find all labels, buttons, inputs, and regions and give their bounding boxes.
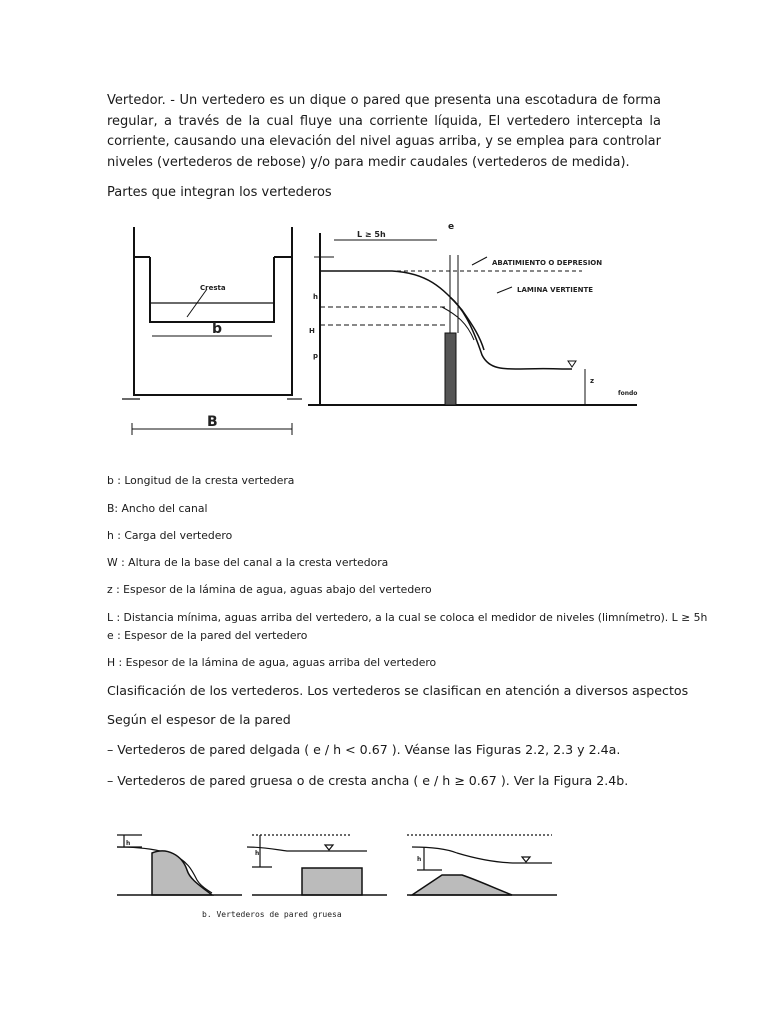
intro-paragraph: Vertedor. - Un vertedero es un dique o pared que presenta una escotadura de forma regular, a través de la cual fluye una corriente líquida, El vertedero intercepta la corriente, causando una elevación del nivel aguas arriba, y se emplea para controlar niveles (vertederos de rebose) y/o para medir caudales (vertederos de medida). — [107, 93, 661, 170]
label-b: b — [212, 321, 223, 337]
definition-item: L : Distancia mínima, aguas arriba del vertedero, a la cual se coloca el medidor de niveles (limnímetro). L ≥ 5h — [107, 611, 708, 624]
label-fondo: fondo — [618, 390, 638, 397]
parts-heading: Partes que integran los vertederos — [107, 185, 332, 200]
label-cresta: Cresta — [200, 284, 226, 292]
definition-item: b : Longitud de la cresta vertedera — [107, 474, 295, 487]
classification-title: Clasificación de los vertederos. Los vertederos se clasifican en atención a diversos aspectos — [107, 683, 689, 698]
definition-item: e : Espesor de la pared del vertedero — [107, 629, 308, 642]
figure-caption: b. Vertederos de pared gruesa — [202, 910, 342, 919]
definition-item: h : Carga del vertedero — [107, 529, 233, 542]
thick-wall-weirs-diagram — [112, 825, 572, 930]
label-e: e — [448, 222, 455, 232]
label-h-weir: h — [255, 850, 260, 857]
label-lamina: LAMINA VERTIENTE — [517, 286, 594, 294]
definition-item: B: Ancho del canal — [107, 502, 208, 515]
classification-subtitle: Según el espesor de la pared — [107, 712, 291, 727]
definition-item: H : Espesor de la lámina de agua, aguas arriba del vertedero — [107, 656, 437, 669]
label-h: h — [313, 293, 318, 301]
definition-item: W : Altura de la base del canal a la cresta vertedora — [107, 556, 389, 569]
classification-item: – Vertederos de pared delgada ( e / h < 0.67 ). Véanse las Figuras 2.2, 2.3 y 2.4a. — [107, 742, 621, 757]
label-h-weir: h — [126, 840, 131, 847]
label-abatimiento: ABATIMIENTO O DEPRESION — [492, 259, 603, 267]
label-H: H — [309, 327, 315, 335]
definition-item: z : Espesor de la lámina de agua, aguas abajo del vertedero — [107, 583, 432, 596]
classification-item: – Vertederos de pared gruesa o de cresta ancha ( e / h ≥ 0.67 ). Ver la Figura 2.4b. — [107, 773, 629, 788]
label-h-weir: h — [417, 856, 422, 863]
label-z: z — [590, 377, 595, 385]
weir-parts-diagram — [112, 215, 647, 440]
label-p: p — [313, 352, 319, 360]
label-L: L ≥ 5h — [357, 230, 386, 239]
label-B: B — [207, 414, 218, 430]
